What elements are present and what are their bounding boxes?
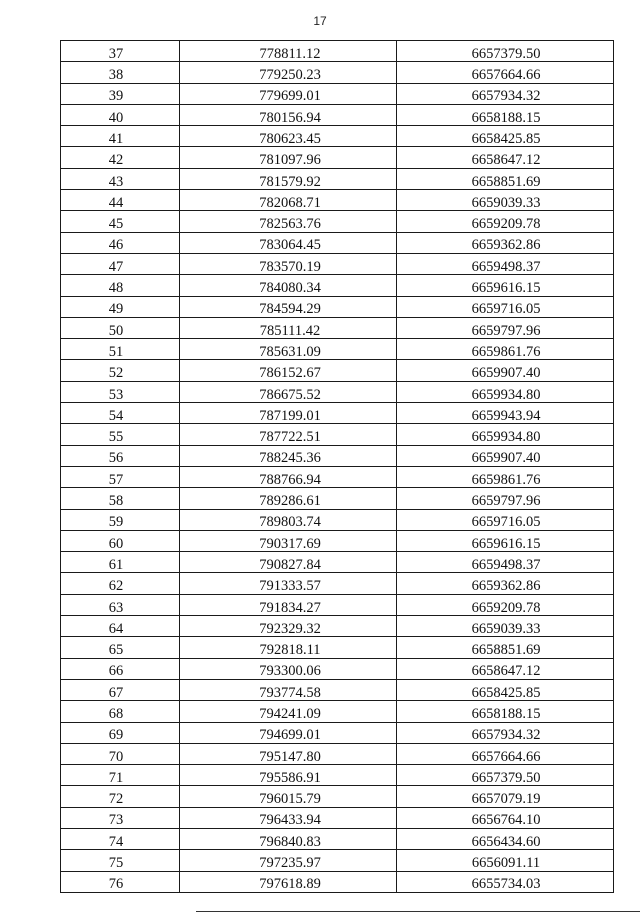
point-number-cell: 63 (61, 594, 180, 615)
y-coordinate-cell: 6658425.85 (397, 126, 614, 147)
table-row (61, 530, 614, 551)
point-number-cell: 64 (61, 616, 180, 637)
coordinates-table (60, 40, 614, 893)
table-row (61, 168, 614, 189)
y-coordinate-cell: 6659616.15 (397, 530, 614, 551)
y-coordinate-cell: 6659861.76 (397, 339, 614, 360)
table-row (61, 722, 614, 743)
y-coordinate-cell: 6656764.10 (397, 807, 614, 828)
point-number-cell: 73 (61, 807, 180, 828)
y-coordinate-cell: 6659616.15 (397, 275, 614, 296)
y-coordinate-cell: 6659797.96 (397, 317, 614, 338)
x-coordinate-cell: 786675.52 (180, 381, 397, 402)
x-coordinate-cell: 796840.83 (180, 828, 397, 849)
y-coordinate-cell: 6658188.15 (397, 104, 614, 125)
point-number-cell: 55 (61, 424, 180, 445)
point-number-cell: 74 (61, 828, 180, 849)
point-number-cell: 40 (61, 104, 180, 125)
x-coordinate-cell: 795147.80 (180, 743, 397, 764)
table-row (61, 743, 614, 764)
x-coordinate-cell: 789803.74 (180, 509, 397, 530)
table-row (61, 616, 614, 637)
point-number-cell: 75 (61, 850, 180, 871)
point-number-cell: 76 (61, 871, 180, 892)
x-coordinate-cell: 785111.42 (180, 317, 397, 338)
table-row (61, 232, 614, 253)
point-number-cell: 46 (61, 232, 180, 253)
coordinates-table-body (61, 41, 614, 893)
table-row (61, 190, 614, 211)
y-coordinate-cell: 6658425.85 (397, 679, 614, 700)
point-number-cell: 67 (61, 679, 180, 700)
point-number-cell: 38 (61, 62, 180, 83)
table-row (61, 360, 614, 381)
point-number-cell: 50 (61, 317, 180, 338)
x-coordinate-cell: 793300.06 (180, 658, 397, 679)
point-number-cell: 47 (61, 253, 180, 274)
x-coordinate-cell: 790827.84 (180, 552, 397, 573)
y-coordinate-cell: 6659039.33 (397, 616, 614, 637)
point-number-cell: 37 (61, 41, 180, 62)
table-row (61, 104, 614, 125)
table-row (61, 786, 614, 807)
x-coordinate-cell: 791834.27 (180, 594, 397, 615)
table-row (61, 41, 614, 62)
y-coordinate-cell: 6657379.50 (397, 41, 614, 62)
x-coordinate-cell: 786152.67 (180, 360, 397, 381)
footer-divider (196, 911, 640, 912)
y-coordinate-cell: 6657664.66 (397, 62, 614, 83)
table-row (61, 466, 614, 487)
table-row (61, 147, 614, 168)
y-coordinate-cell: 6658188.15 (397, 701, 614, 722)
table-row (61, 658, 614, 679)
point-number-cell: 44 (61, 190, 180, 211)
x-coordinate-cell: 794241.09 (180, 701, 397, 722)
y-coordinate-cell: 6659716.05 (397, 509, 614, 530)
table-row (61, 424, 614, 445)
table-row (61, 552, 614, 573)
table-row (61, 62, 614, 83)
page-number: 17 (313, 14, 327, 28)
point-number-cell: 53 (61, 381, 180, 402)
table-row (61, 807, 614, 828)
y-coordinate-cell: 6659209.78 (397, 211, 614, 232)
table-row (61, 126, 614, 147)
table-row (61, 828, 614, 849)
y-coordinate-cell: 6659362.86 (397, 232, 614, 253)
x-coordinate-cell: 782068.71 (180, 190, 397, 211)
x-coordinate-cell: 785631.09 (180, 339, 397, 360)
table-row (61, 253, 614, 274)
y-coordinate-cell: 6658647.12 (397, 658, 614, 679)
x-coordinate-cell: 792329.32 (180, 616, 397, 637)
x-coordinate-cell: 780156.94 (180, 104, 397, 125)
point-number-cell: 61 (61, 552, 180, 573)
table-row (61, 871, 614, 892)
point-number-cell: 59 (61, 509, 180, 530)
x-coordinate-cell: 783570.19 (180, 253, 397, 274)
point-number-cell: 39 (61, 83, 180, 104)
x-coordinate-cell: 797235.97 (180, 850, 397, 871)
table-row (61, 701, 614, 722)
y-coordinate-cell: 6657934.32 (397, 722, 614, 743)
table-row (61, 594, 614, 615)
point-number-cell: 54 (61, 403, 180, 424)
x-coordinate-cell: 790317.69 (180, 530, 397, 551)
point-number-cell: 70 (61, 743, 180, 764)
point-number-cell: 71 (61, 765, 180, 786)
point-number-cell: 48 (61, 275, 180, 296)
y-coordinate-cell: 6659716.05 (397, 296, 614, 317)
y-coordinate-cell: 6659498.37 (397, 253, 614, 274)
table-row (61, 403, 614, 424)
y-coordinate-cell: 6657664.66 (397, 743, 614, 764)
table-row (61, 275, 614, 296)
x-coordinate-cell: 781579.92 (180, 168, 397, 189)
point-number-cell: 62 (61, 573, 180, 594)
table-row (61, 317, 614, 338)
y-coordinate-cell: 6656434.60 (397, 828, 614, 849)
y-coordinate-cell: 6659934.80 (397, 424, 614, 445)
y-coordinate-cell: 6657079.19 (397, 786, 614, 807)
x-coordinate-cell: 793774.58 (180, 679, 397, 700)
y-coordinate-cell: 6659861.76 (397, 466, 614, 487)
x-coordinate-cell: 779250.23 (180, 62, 397, 83)
point-number-cell: 66 (61, 658, 180, 679)
y-coordinate-cell: 6659943.94 (397, 403, 614, 424)
x-coordinate-cell: 791333.57 (180, 573, 397, 594)
x-coordinate-cell: 796015.79 (180, 786, 397, 807)
y-coordinate-cell: 6659797.96 (397, 488, 614, 509)
x-coordinate-cell: 783064.45 (180, 232, 397, 253)
point-number-cell: 51 (61, 339, 180, 360)
x-coordinate-cell: 797618.89 (180, 871, 397, 892)
table-row (61, 637, 614, 658)
point-number-cell: 45 (61, 211, 180, 232)
y-coordinate-cell: 6659498.37 (397, 552, 614, 573)
point-number-cell: 52 (61, 360, 180, 381)
y-coordinate-cell: 6656091.11 (397, 850, 614, 871)
x-coordinate-cell: 794699.01 (180, 722, 397, 743)
x-coordinate-cell: 781097.96 (180, 147, 397, 168)
y-coordinate-cell: 6659907.40 (397, 445, 614, 466)
table-row (61, 488, 614, 509)
table-row (61, 211, 614, 232)
x-coordinate-cell: 787722.51 (180, 424, 397, 445)
table-row (61, 850, 614, 871)
point-number-cell: 68 (61, 701, 180, 722)
y-coordinate-cell: 6657379.50 (397, 765, 614, 786)
y-coordinate-cell: 6659907.40 (397, 360, 614, 381)
point-number-cell: 58 (61, 488, 180, 509)
table-row (61, 83, 614, 104)
table-row (61, 573, 614, 594)
x-coordinate-cell: 784080.34 (180, 275, 397, 296)
x-coordinate-cell: 787199.01 (180, 403, 397, 424)
y-coordinate-cell: 6658851.69 (397, 168, 614, 189)
table-row (61, 445, 614, 466)
table-row (61, 339, 614, 360)
y-coordinate-cell: 6657934.32 (397, 83, 614, 104)
point-number-cell: 41 (61, 126, 180, 147)
y-coordinate-cell: 6659039.33 (397, 190, 614, 211)
point-number-cell: 43 (61, 168, 180, 189)
point-number-cell: 69 (61, 722, 180, 743)
table-row (61, 296, 614, 317)
x-coordinate-cell: 795586.91 (180, 765, 397, 786)
y-coordinate-cell: 6658851.69 (397, 637, 614, 658)
point-number-cell: 42 (61, 147, 180, 168)
point-number-cell: 56 (61, 445, 180, 466)
point-number-cell: 60 (61, 530, 180, 551)
x-coordinate-cell: 782563.76 (180, 211, 397, 232)
y-coordinate-cell: 6655734.03 (397, 871, 614, 892)
x-coordinate-cell: 779699.01 (180, 83, 397, 104)
x-coordinate-cell: 796433.94 (180, 807, 397, 828)
y-coordinate-cell: 6659934.80 (397, 381, 614, 402)
x-coordinate-cell: 778811.12 (180, 41, 397, 62)
x-coordinate-cell: 784594.29 (180, 296, 397, 317)
x-coordinate-cell: 792818.11 (180, 637, 397, 658)
x-coordinate-cell: 789286.61 (180, 488, 397, 509)
point-number-cell: 57 (61, 466, 180, 487)
y-coordinate-cell: 6659209.78 (397, 594, 614, 615)
table-row (61, 765, 614, 786)
x-coordinate-cell: 780623.45 (180, 126, 397, 147)
x-coordinate-cell: 788245.36 (180, 445, 397, 466)
table-row (61, 381, 614, 402)
table-row (61, 679, 614, 700)
x-coordinate-cell: 788766.94 (180, 466, 397, 487)
y-coordinate-cell: 6659362.86 (397, 573, 614, 594)
table-row (61, 509, 614, 530)
point-number-cell: 65 (61, 637, 180, 658)
point-number-cell: 72 (61, 786, 180, 807)
y-coordinate-cell: 6658647.12 (397, 147, 614, 168)
point-number-cell: 49 (61, 296, 180, 317)
